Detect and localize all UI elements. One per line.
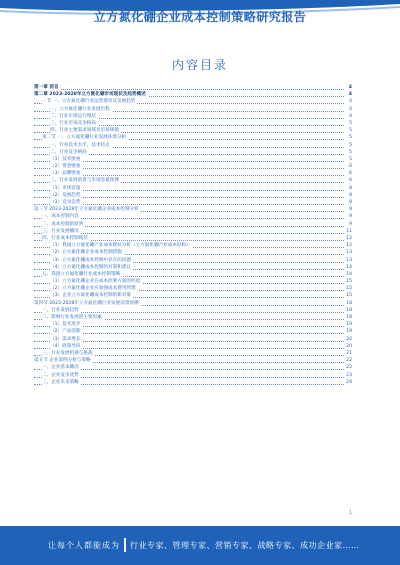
- toc-entry-page: 23: [346, 372, 352, 378]
- toc-entry[interactable]: [34, 98, 352, 105]
- toc-entry-label: 三、行业市场竞争格局: [50, 120, 96, 126]
- toc-entry-label: 一、行业技术水平、技术特点: [50, 142, 110, 148]
- toc-entry-page: 11: [346, 228, 352, 234]
- toc-entry[interactable]: [34, 264, 352, 271]
- toc-entry[interactable]: [34, 336, 352, 343]
- toc-entry-label: （4）政策导向: [50, 343, 81, 349]
- toc-entry-label: （1）技术进步: [50, 322, 81, 328]
- toc-entry[interactable]: [34, 134, 352, 141]
- toc-entry-label: 三、行业发展概况: [42, 228, 79, 234]
- toc-entry[interactable]: [34, 149, 352, 156]
- toc-entry-page: 22: [346, 358, 352, 364]
- toc-entry-label: 一、企业基本概况: [42, 365, 79, 371]
- toc-entry-label: 第五节 企业案例分析与策略: [34, 358, 91, 364]
- toc-entry-label: 一、成本控制内容: [42, 214, 79, 220]
- toc-entry-label: 五、我国立方氮化硼行业成本控制策略: [42, 271, 121, 277]
- document-title: 立方氮化硼企业成本控制策略研究报告: [93, 10, 307, 24]
- toc-entry-label: （2）立方氮化硼企业应加强成本费用管理: [50, 286, 136, 292]
- toc-entry[interactable]: [34, 91, 352, 98]
- toc-entry-page: 8: [349, 185, 352, 191]
- toc-entry-label: 一节 一、立方氮化硼行业运营情况及发展趋势: [42, 99, 136, 105]
- toc-entry[interactable]: [34, 206, 352, 213]
- toc-entry[interactable]: [34, 357, 352, 364]
- toc-entry-page: 18: [346, 307, 352, 313]
- toc-entry-label: 第一章 前言: [34, 85, 59, 90]
- footer-divider: [124, 538, 126, 552]
- toc-entry-label: （2）资金壁垒: [50, 164, 81, 170]
- toc-entry-label: （1）我国立方氮化硼产业成本现状分析（立方氮化硼产业成本结构）: [50, 243, 191, 249]
- toc-entry-page: 4: [348, 85, 352, 90]
- toc-entry-label: 四、行业主要需求领域及市场规模: [50, 128, 119, 134]
- toc-entry[interactable]: [34, 185, 352, 192]
- toc-entry[interactable]: [34, 170, 352, 177]
- toc-entry-page: 18: [346, 315, 352, 320]
- toc-entry-page: 14: [346, 271, 352, 277]
- toc-entry[interactable]: [34, 307, 352, 314]
- toc-entry[interactable]: [34, 314, 352, 321]
- toc-entry-page: 13: [346, 257, 352, 263]
- toc-entry[interactable]: [34, 350, 352, 357]
- toc-entry[interactable]: [34, 156, 352, 163]
- toc-entry-page: 6: [349, 178, 352, 184]
- toc-entry-page: 12: [346, 243, 352, 249]
- toc-entry[interactable]: [34, 113, 352, 120]
- table-of-contents: [34, 84, 352, 386]
- page-footer: [0, 526, 400, 565]
- toc-entry-page: 9: [349, 214, 352, 220]
- toc-entry[interactable]: [34, 328, 352, 335]
- toc-entry-label: 三、行业发展前景与市场容量预测: [50, 178, 119, 184]
- toc-entry[interactable]: [34, 271, 352, 278]
- toc-entry[interactable]: [34, 285, 352, 292]
- toc-entry-page: 22: [346, 365, 352, 371]
- toc-entry[interactable]: [34, 321, 352, 328]
- toc-entry-page: 4: [349, 113, 352, 119]
- toc-entry[interactable]: [34, 300, 352, 307]
- toc-entry-page: 4: [349, 106, 352, 112]
- toc-entry-label: （3）品牌壁垒: [50, 171, 81, 177]
- footer-slogan-left: 让每个人都能成为: [48, 541, 120, 550]
- toc-entry[interactable]: [34, 379, 352, 386]
- toc-entry-page: 15: [346, 286, 352, 292]
- toc-entry[interactable]: [34, 106, 352, 113]
- toc-entry-page: 15: [346, 279, 352, 285]
- toc-entry-label: （1）市场容量: [50, 185, 81, 191]
- toc-entry-label: 一、行业发展趋势: [42, 307, 79, 313]
- toc-entry-label: （1）技术壁垒: [50, 156, 81, 162]
- page-number: 1: [348, 510, 352, 516]
- toc-entry[interactable]: [34, 213, 352, 220]
- toc-entry-label: （3）需求增长: [50, 336, 81, 342]
- page-header: [0, 0, 400, 30]
- toc-entry-label: 第三节 2023-2028年立方氮化硼企业成本控制分析: [34, 207, 139, 213]
- toc-entry-page: 19: [346, 322, 352, 328]
- toc-entry-page: 12: [346, 235, 352, 241]
- toc-entry-page: 5: [349, 156, 352, 162]
- toc-entry-page: 5: [349, 142, 352, 148]
- toc-entry[interactable]: [34, 364, 352, 371]
- toc-entry-label: 二、成本控制的原则: [42, 221, 84, 227]
- toc-entry-page: 5: [349, 120, 352, 126]
- toc-entry-label: （2）立方氮化硼企业成本控制措施: [50, 250, 122, 256]
- toc-entry-page: 9: [349, 221, 352, 227]
- toc-entry-page: 24: [346, 379, 352, 385]
- toc-entry-label: 二、企业竞争优势: [42, 372, 79, 378]
- toc-entry[interactable]: [34, 235, 352, 242]
- toc-entry[interactable]: [34, 228, 352, 235]
- toc-entry-label: 第二节 一、立方氮化硼行业发展环境分析: [42, 135, 127, 141]
- toc-entry[interactable]: [34, 120, 352, 127]
- toc-entry-label: 三、企业未来策略: [42, 379, 79, 385]
- toc-entry-page: 9: [349, 200, 352, 205]
- toc-entry-label: 三、行业发展机遇与挑战: [42, 350, 93, 356]
- toc-entry-page: 4: [349, 99, 352, 105]
- toc-entry-page: 14: [346, 264, 352, 270]
- toc-entry[interactable]: [34, 163, 352, 170]
- toc-entry[interactable]: [34, 192, 352, 199]
- toc-entry[interactable]: [34, 84, 352, 91]
- toc-entry-label: 二、行业市场运行现状: [50, 113, 96, 119]
- toc-entry-page: 9: [349, 207, 352, 213]
- toc-entry-label: 四、行业成本控制现状: [42, 235, 88, 241]
- footer-slogan-right: 行业专家、管理专家、营销专家、战略专家、成功企业家……: [130, 541, 360, 550]
- toc-entry[interactable]: [34, 249, 352, 256]
- toc-entry[interactable]: [34, 142, 352, 149]
- toc-entry[interactable]: [34, 372, 352, 379]
- toc-entry[interactable]: [34, 343, 352, 350]
- toc-leader-dots: [34, 89, 344, 90]
- toc-entry-page: 8: [349, 192, 352, 198]
- toc-entry-page: 5: [349, 128, 352, 134]
- toc-entry[interactable]: [34, 127, 352, 134]
- toc-entry[interactable]: [34, 199, 352, 206]
- toc-entry-page: 4: [348, 92, 352, 98]
- toc-entry-page: 19: [346, 329, 352, 335]
- toc-entry-page: 15: [346, 293, 352, 299]
- toc-entry-page: 20: [346, 343, 352, 349]
- toc-entry-page: 5: [349, 149, 352, 155]
- toc-entry-label: 二、行业竞争格局: [50, 149, 87, 155]
- toc-entry[interactable]: [34, 292, 352, 299]
- toc-entry[interactable]: [34, 177, 352, 184]
- toc-entry-page: 6: [349, 171, 352, 177]
- toc-entry-label: 第二章 2023-2028年立方氮化硼市场现状及趋势概述: [34, 92, 146, 98]
- toc-entry[interactable]: [34, 221, 352, 228]
- toc-entry-label: （2）发展趋势: [50, 192, 81, 198]
- toc-entry-label: （3）竞争态势: [50, 200, 81, 205]
- toc-entry[interactable]: [34, 278, 352, 285]
- toc-entry-page: 13: [346, 250, 352, 256]
- toc-entry-label: 一、立方氮化硼行业发展历程: [50, 106, 110, 112]
- toc-entry-label: （3）立方氮化硼成本控制中存在的问题: [50, 257, 132, 263]
- toc-entry[interactable]: [34, 242, 352, 249]
- toc-title: 内容目录: [171, 58, 228, 72]
- toc-entry-page: 21: [346, 350, 352, 356]
- toc-entry-page: 18: [346, 300, 352, 306]
- toc-entry-page: 5: [349, 135, 352, 141]
- toc-entry-page: 20: [346, 336, 352, 342]
- toc-entry-page: 6: [349, 164, 352, 170]
- toc-entry-label: 第四节 2023-2028年立方氮化硼行业发展前景预测: [34, 300, 139, 306]
- toc-entry-label: （4）立方氮化硼成本控制的对策和建议: [50, 264, 132, 270]
- toc-entry-label: （1）立方氮化硼企业在成本控制方面的经验: [50, 279, 141, 285]
- toc-entry-label: （2）产品创新: [50, 329, 81, 335]
- toc-entry-label: 二、影响行业发展的主要因素: [42, 315, 102, 320]
- toc-entry[interactable]: [34, 257, 352, 264]
- toc-entry-label: （3）企业立方氮化硼成本控制的新对策: [50, 293, 132, 299]
